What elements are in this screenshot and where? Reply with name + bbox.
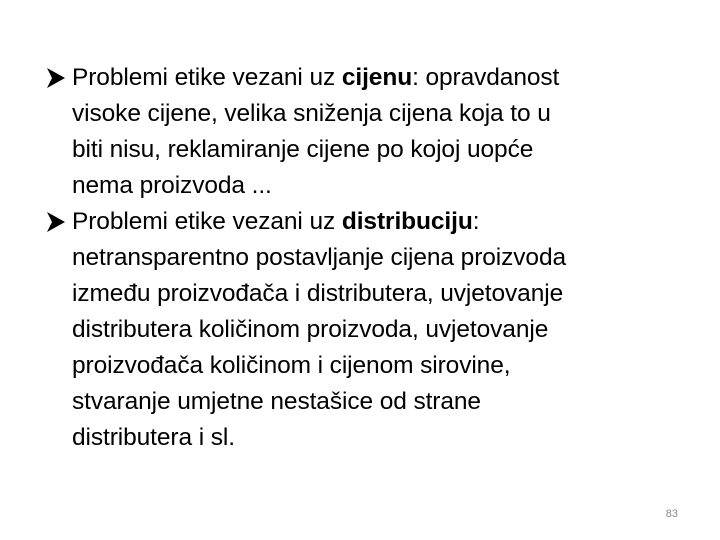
bullet-line: nema proizvoda ...: [72, 172, 272, 199]
bullet-line-text: Problemi etike vezani uz: [72, 64, 342, 91]
bullet-line: biti nisu, reklamiranje cijene po kojoj uopće: [72, 136, 534, 163]
bullet-line: stvaranje umjetne nestašice od strane: [72, 388, 481, 415]
bullet-line: distributera i sl.: [72, 424, 235, 451]
arrow-bullet-icon: [46, 60, 68, 96]
bold-term: cijenu: [341, 64, 413, 91]
slide-number: 83: [665, 508, 678, 520]
bullet-line: distributera količinom proizvoda, uvjetovanje: [72, 316, 549, 343]
bold-term: distribuciju: [341, 208, 473, 235]
bullet-line-text: : opravdanost: [412, 64, 560, 91]
bullet-distribution-ethics: [46, 204, 696, 456]
bullet-line-text: Problemi etike vezani uz: [72, 208, 342, 235]
bullet-line-text: :: [472, 208, 480, 235]
slide-content: [46, 60, 696, 456]
bullet-line: između proizvođača i distributera, uvjetovanje: [72, 280, 564, 307]
bullet-line: [72, 60, 696, 96]
bullet-line: visoke cijene, velika sniženja cijena koja to u: [72, 100, 551, 127]
bullet-line: [72, 204, 696, 240]
bullet-line: netransparentno postavljanje cijena proizvoda: [72, 244, 566, 271]
arrow-bullet-icon: [46, 204, 68, 240]
bullet-pricing-ethics: [46, 60, 696, 204]
bullet-line: proizvođača količinom i cijenom sirovine,: [72, 352, 511, 379]
